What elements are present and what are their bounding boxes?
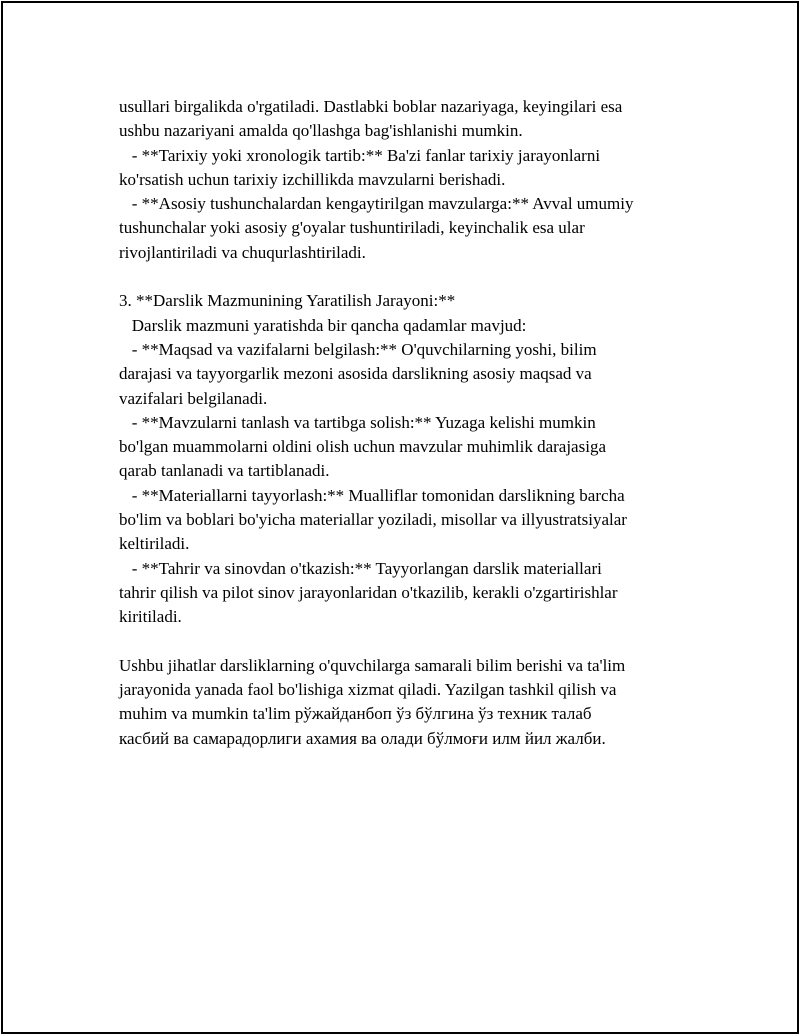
- text-line: bo'lim va boblari bo'yicha materiallar yoziladi, misollar va illyustratsiyalar: [119, 510, 627, 530]
- section-heading: 3. **Darslik Mazmunining Yaratilish Jarayoni:**: [119, 291, 456, 311]
- text-line: kiritiladi.: [119, 607, 182, 627]
- text-line: - **Maqsad va vazifalarni belgilash:** O'quvchilarning yoshi, bilim: [119, 339, 597, 359]
- text-line: - **Materiallarni tayyorlash:** Mualliflar tomonidan darslikning barcha: [119, 485, 625, 505]
- text-line: keltiriladi.: [119, 534, 190, 554]
- blank-line: [119, 630, 699, 654]
- text-line: vazifalari belgilanadi.: [119, 388, 268, 408]
- document-body: [119, 95, 699, 751]
- text-line: tahrir qilish va pilot sinov jarayonlaridan o'tkazilib, kerakli o'zgartirishlar: [119, 582, 618, 602]
- text-line: - **Tarixiy yoki xronologik tartib:** Ba'zi fanlar tarixiy jarayonlarni: [119, 145, 601, 165]
- text-line: ko'rsatish uchun tarixiy izchillikda mavzularni berishadi.: [119, 169, 506, 189]
- text-line: касбий ва самарадорлиги ахамия ва олади бўлмоғи илм йил жалби.: [119, 728, 606, 748]
- text-line: usullari birgalikda o'rgatiladi. Dastlabki boblar nazariyaga, keyingilari esa: [119, 97, 623, 116]
- text-line: ushbu nazariyani amalda qo'llashga bag'ishlanishi mumkin.: [119, 121, 523, 141]
- text-line: darajasi va tayyorgarlik mezoni asosida darslikning asosiy maqsad va: [119, 364, 592, 384]
- text-line: bo'lgan muammolarni oldini olish uchun mavzular muhimlik darajasiga: [119, 437, 606, 457]
- text-line: jarayonida yanada faol bo'lishiga xizmat qiladi. Yazilgan tashkil qilish va: [119, 680, 617, 700]
- text-line: qarab tanlanadi va tartiblanadi.: [119, 461, 330, 481]
- text-line: tushunchalar yoki asosiy g'oyalar tushuntiriladi, keyinchalik esa ular: [119, 218, 585, 238]
- text-line: Ushbu jihatlar darsliklarning o'quvchilarga samarali bilim berishi va ta'lim: [119, 655, 626, 675]
- text-line: - **Asosiy tushunchalardan kengaytirilgan mavzularga:** Avval umumiy: [119, 194, 634, 214]
- text-line: Darslik mazmuni yaratishda bir qancha qadamlar mavjud:: [119, 315, 527, 335]
- text-line: rivojlantiriladi va chuqurlashtiriladi.: [119, 242, 366, 262]
- document-page: [1, 1, 799, 1034]
- text-line: - **Tahrir va sinovdan o'tkazish:** Tayyorlangan darslik materiallari: [119, 558, 602, 578]
- blank-line: [119, 265, 699, 289]
- text-line: muhim va mumkin ta'lim рўжайданбоп ўз бўлгина ўз техник талаб: [119, 704, 592, 724]
- text-line: - **Mavzularni tanlash va tartibga solish:** Yuzaga kelishi mumkin: [119, 412, 596, 432]
